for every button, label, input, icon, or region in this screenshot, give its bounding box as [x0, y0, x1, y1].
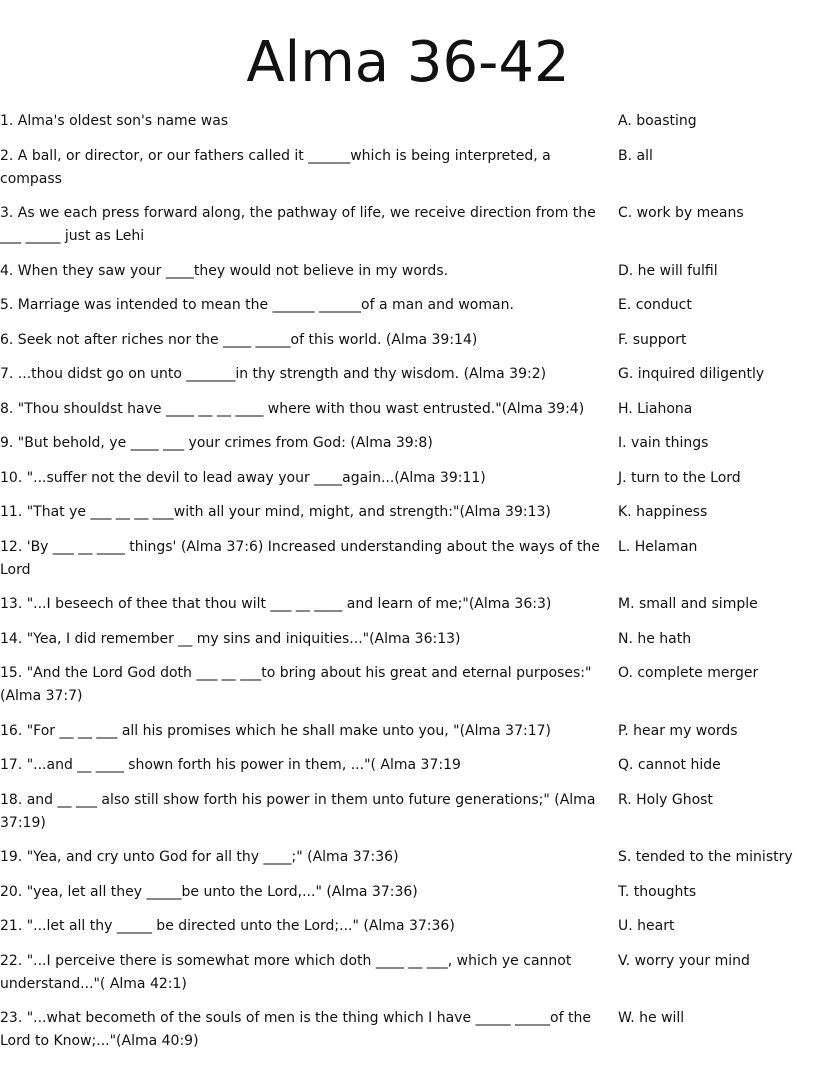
worksheet-row: [0, 363, 816, 386]
worksheet-row: [0, 501, 816, 524]
question-text: 22. "...I perceive there is somewhat more which doth ____ __ ___, which ye cannot understand..."( Alma 42:1): [0, 952, 572, 992]
worksheet-row: [0, 110, 816, 133]
question-text: 14. "Yea, I did remember __ my sins and iniquities..."(Alma 36:13): [0, 630, 461, 647]
answer-option: P. hear my words: [618, 722, 738, 739]
answer-option: Q. cannot hide: [618, 757, 721, 773]
answer-option: M. small and simple: [618, 596, 758, 612]
answer-option: A. boasting: [618, 113, 697, 129]
worksheet-row: [0, 145, 816, 191]
answer-option: V. worry your mind: [618, 952, 750, 969]
answer-option: S. tended to the ministry: [618, 849, 793, 865]
worksheet-row: [0, 329, 816, 352]
question-text: 5. Marriage was intended to mean the ______ ______of a man and woman.: [0, 297, 514, 313]
worksheet-row: [0, 260, 816, 283]
worksheet-row: [0, 662, 816, 708]
worksheet-row: [0, 720, 816, 743]
worksheet-row: [0, 754, 816, 777]
worksheet-row: [0, 915, 816, 938]
answer-option: U. heart: [618, 918, 675, 934]
question-text: 21. "...let all thy _____ be directed unto the Lord;..." (Alma 37:36): [0, 918, 455, 934]
question-text: 20. "yea, let all they _____be unto the Lord,..." (Alma 37:36): [0, 883, 418, 900]
worksheet-row: [0, 467, 816, 490]
question-text: 9. "But behold, ye ____ ___ your crimes from God: (Alma 39:8): [0, 435, 433, 451]
worksheet-row: [0, 294, 816, 317]
worksheet: [0, 110, 816, 1065]
worksheet-row: [0, 950, 816, 996]
answer-option: L. Helaman: [618, 538, 698, 555]
question-text: 11. "That ye ___ __ __ ___with all your mind, might, and strength:"(Alma 39:13): [0, 504, 551, 520]
question-text: 3. As we each press forward along, the pathway of life, we receive direction from the ___ _____ just as Lehi: [0, 205, 596, 244]
question-text: 23. "...what becometh of the souls of men is the thing which I have _____ _____of the Lord to Know;..."(Alma 40:9): [0, 1010, 591, 1049]
answer-option: G. inquired diligently: [618, 366, 765, 382]
worksheet-row: [0, 789, 816, 835]
question-text: 8. "Thou shouldst have ____ __ __ ____ where with thou wast entrusted."(Alma 39:4): [0, 400, 585, 417]
question-text: 15. "And the Lord God doth ___ __ ___to bring about his great and eternal purposes:"(Alma 37:7): [0, 665, 592, 704]
answer-option: C. work by means: [618, 205, 744, 221]
question-text: 16. "For __ __ ___ all his promises which he shall make unto you, "(Alma 37:17): [0, 722, 551, 739]
question-text: 7. ...thou didst go on unto _______in thy strength and thy wisdom. (Alma 39:2): [0, 366, 547, 382]
answer-option: E. conduct: [618, 297, 692, 313]
worksheet-row: [0, 398, 816, 421]
worksheet-row: [0, 846, 816, 869]
question-text: 19. "Yea, and cry unto God for all thy ____;" (Alma 37:36): [0, 849, 399, 865]
question-text: 12. 'By ___ __ ____ things' (Alma 37:6) Increased understanding about the ways of the Lord: [0, 538, 600, 578]
answer-option: R. Holy Ghost: [618, 791, 713, 808]
worksheet-row: [0, 536, 816, 582]
answer-option: N. he hath: [618, 630, 692, 647]
question-text: 6. Seek not after riches nor the ____ _____of this world. (Alma 39:14): [0, 331, 478, 348]
question-text: 10. "...suffer not the devil to lead away your ____again...(Alma 39:11): [0, 469, 486, 486]
question-text: 17. "...and __ ____ shown forth his power in them, ..."( Alma 37:19: [0, 757, 461, 773]
answer-option: B. all: [618, 147, 653, 164]
answer-option: F. support: [618, 331, 687, 348]
answer-option: I. vain things: [618, 435, 709, 451]
worksheet-row: [0, 593, 816, 616]
answer-option: O. complete merger: [618, 665, 759, 681]
answer-option: J. turn to the Lord: [618, 469, 741, 486]
worksheet-row: [0, 881, 816, 904]
page-title: Alma 36-42: [246, 30, 570, 95]
answer-option: K. happiness: [618, 504, 708, 520]
answer-option: T. thoughts: [618, 883, 697, 900]
question-text: 1. Alma's oldest son's name was: [0, 113, 229, 129]
worksheet-row: [0, 202, 816, 248]
answer-option: W. he will: [618, 1010, 685, 1026]
worksheet-row: [0, 1007, 816, 1053]
worksheet-row: [0, 432, 816, 455]
question-text: 13. "...I beseech of thee that thou wilt ___ __ ____ and learn of me;"(Alma 36:3): [0, 596, 552, 612]
answer-option: D. he will fulfil: [618, 262, 718, 279]
answer-option: H. Liahona: [618, 400, 693, 417]
worksheet-row: [0, 628, 816, 651]
question-text: 2. A ball, or director, or our fathers called it ______which is being interpreted, a compass: [0, 147, 551, 187]
question-text: 4. When they saw your ____they would not believe in my words.: [0, 262, 449, 279]
question-text: 18. and __ ___ also still show forth his power in them unto future generations;" (Alma 37:19): [0, 791, 596, 831]
